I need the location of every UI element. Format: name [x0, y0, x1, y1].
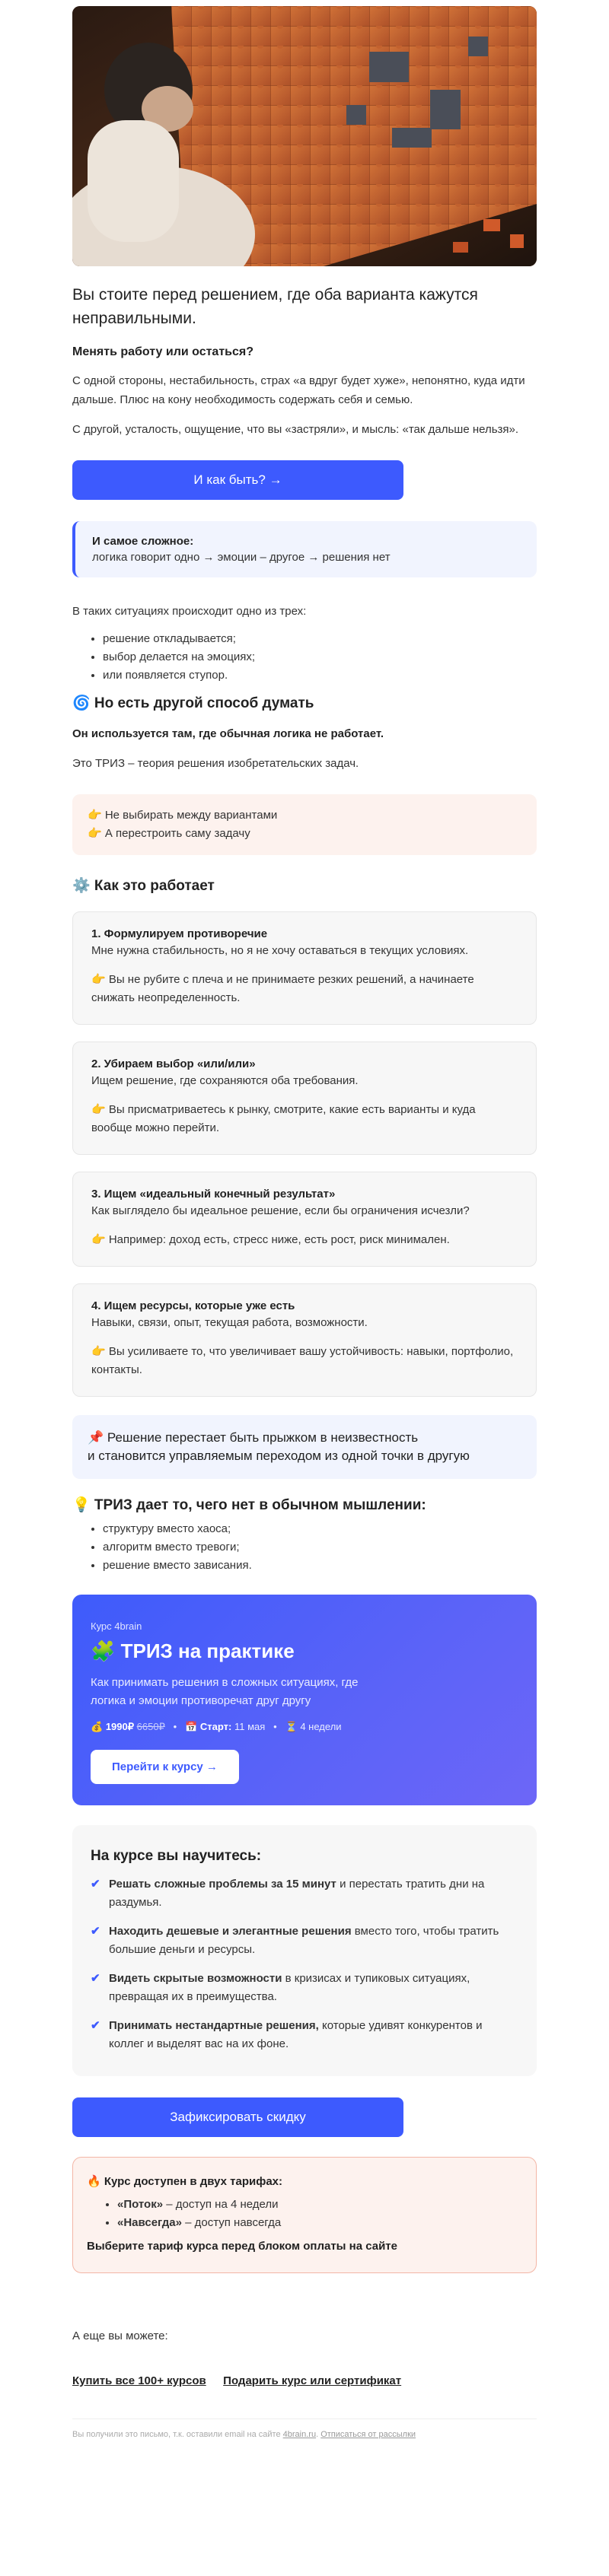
learn-item-bold: Видеть скрытые возможности	[109, 1972, 282, 1985]
learn-item	[91, 1875, 518, 1912]
step-title: 2. Убираем выбор «или/или»	[91, 1057, 256, 1070]
tariff-name: «Поток»	[117, 2198, 164, 2211]
list-item: • решение вместо зависания.	[103, 1557, 537, 1575]
intro-question: Менять работу или остаться?	[72, 345, 254, 358]
step-example: 👉 Например: доход есть, стресс ниже, есть рост, риск минимален.	[91, 1233, 450, 1246]
list-item: • решение откладывается;	[103, 630, 537, 648]
hardest-title: И самое сложное:	[92, 535, 194, 548]
learn-item-bold: Принимать нестандартные решения,	[109, 2019, 319, 2032]
course-price-old: 6650₽	[136, 1721, 165, 1732]
intro-paragraph-2: С другой, усталость, ощущение, что вы «застряли», и мысль: «так дальше нельзя».	[72, 423, 519, 436]
result-line-2: и становится управляемым переходом из одной точки в другую	[88, 1449, 470, 1463]
email-body	[72, 0, 537, 2454]
step-card-1	[72, 911, 537, 1025]
more-links	[72, 2374, 537, 2388]
tariff-name: «Навсегда»	[117, 2216, 182, 2229]
course-duration: 4 недели	[300, 1721, 342, 1732]
list-item: • или появляется ступор.	[103, 666, 537, 685]
result-line-1: 📌 Решение перестает быть прыжком в неизвестность	[88, 1430, 419, 1445]
puzzle-illustration	[72, 6, 537, 266]
situations-list	[72, 630, 537, 685]
learn-item-text: в кризисах и тупиковых ситуациях, превращая их в преимущества.	[109, 1972, 470, 2003]
hourglass-icon: ⏳	[285, 1721, 298, 1732]
learn-item	[91, 2017, 518, 2053]
learn-item-text: вместо того, чтобы тратить большие деньги и ресурсы.	[109, 1925, 499, 1956]
learn-item	[91, 1922, 518, 1959]
gift-course-link[interactable]: Подарить курс или сертификат	[223, 2374, 402, 2387]
footer	[72, 2419, 537, 2439]
tariff-callout	[72, 2157, 537, 2273]
step-card-3	[72, 1172, 537, 1267]
not-choose-line-2: 👉 А перестроить саму задачу	[88, 827, 250, 840]
step-text: Как выглядело бы идеальное решение, если бы ограничения исчезли?	[91, 1204, 470, 1217]
course-description: Как принимать решения в сложных ситуациях, где логика и эмоции противоречат друг другу	[91, 1676, 359, 1707]
list-item	[117, 2196, 522, 2214]
step-text: Навыки, связи, опыт, текущая работа, возможности.	[91, 1316, 368, 1329]
step-text: Мне нужна стабильность, но я не хочу оставаться в текущих условиях.	[91, 944, 469, 957]
tariff-list	[87, 2196, 522, 2232]
course-meta: 💰 1990₽ 6650₽ • 📅 Старт: 11 мая • ⏳ 4 недели	[91, 1721, 342, 1732]
result-callout	[72, 1415, 537, 1479]
tariff-footer: Выберите тариф курса перед блоком оплаты на сайте	[87, 2240, 397, 2253]
not-choose-line-1: 👉 Не выбирать между вариантами	[88, 809, 278, 822]
hardest-callout	[72, 521, 537, 577]
course-card	[72, 1595, 537, 1805]
course-price-new: 1990₽	[105, 1721, 135, 1732]
learn-item-text: которые удивят конкурентов и коллег и выделят вас на их фоне.	[109, 2019, 483, 2050]
tariff-desc: – доступ навсегда	[181, 2216, 282, 2229]
intro-paragraph-1: С одной стороны, нестабильность, страх «а вдруг будет хуже», непонятно, куда идти дальше. Плюс на кону необходимость содержать себя и семью.	[72, 374, 525, 406]
step-example: 👉 Вы не рубите с плеча и не принимаете резких решений, а начинаете снижать неопределенность.	[91, 973, 474, 1004]
more-text: А еще вы можете:	[72, 2330, 168, 2342]
buy-all-courses-link[interactable]: Купить все 100+ курсов	[72, 2374, 206, 2387]
triz-gives-list	[72, 1520, 537, 1575]
go-to-course-button[interactable]: Перейти к курсу →	[91, 1750, 239, 1784]
step-example: 👉 Вы присматриваетесь к рынку, смотрите, какие есть варианты и куда вообще можно перейти.	[91, 1103, 476, 1134]
learn-item-bold: Находить дешевые и элегантные решения	[109, 1925, 352, 1938]
step-title: 4. Ищем ресурсы, которые уже есть	[91, 1299, 295, 1312]
what-to-do-button[interactable]: И как быть? →	[72, 460, 403, 500]
check-icon: ✔	[91, 1878, 100, 1891]
list-item: • алгоритм вместо тревоги;	[103, 1538, 537, 1557]
course-start-date: 11 мая	[234, 1721, 266, 1732]
step-text: Ищем решение, где сохраняются оба требования.	[91, 1074, 359, 1087]
step-title: 1. Формулируем противоречие	[91, 927, 268, 940]
tariff-heading: 🔥 Курс доступен в двух тарифах:	[87, 2175, 283, 2188]
step-card-2	[72, 1042, 537, 1155]
hero-image	[72, 6, 537, 266]
step-example: 👉 Вы усиливаете то, что увеличивает вашу устойчивость: навыки, портфолио, контакты.	[91, 1345, 514, 1376]
lock-discount-button[interactable]: Зафиксировать скидку	[72, 2097, 403, 2137]
other-way-text: Это ТРИЗ – теория решения изобретательских задач.	[72, 757, 359, 770]
course-start-label: Старт:	[199, 1721, 232, 1732]
how-heading: ⚙️ Как это работает	[72, 878, 215, 894]
list-item: • структуру вместо хаоса;	[103, 1520, 537, 1538]
list-item	[117, 2214, 522, 2232]
learn-item-bold: Решать сложные проблемы за 15 минут	[109, 1878, 336, 1891]
intro-lead: Вы стоите перед решением, где оба варианта кажутся неправильными.	[72, 286, 478, 327]
hardest-text: логика говорит одно → эмоции – другое → решения нет	[92, 551, 391, 564]
course-title: 🧩 ТРИЗ на практике	[91, 1639, 295, 1662]
course-tag: Курс 4brain	[91, 1620, 142, 1632]
triz-gives-heading: 💡 ТРИЗ дает то, чего нет в обычном мышлении:	[72, 1497, 426, 1513]
list-item: • выбор делается на эмоциях;	[103, 648, 537, 666]
footer-separator: .	[316, 2430, 321, 2439]
check-icon: ✔	[91, 1925, 100, 1938]
not-choose-callout	[72, 794, 537, 855]
learn-card	[72, 1825, 537, 2076]
check-icon: ✔	[91, 1972, 100, 1985]
step-title: 3. Ищем «идеальный конечный результат»	[91, 1188, 336, 1201]
check-icon: ✔	[91, 2019, 100, 2032]
price-icon: 💰	[91, 1721, 104, 1732]
learn-heading: На курсе вы научитесь:	[91, 1848, 262, 1864]
other-way-heading: 🌀 Но есть другой способ думать	[72, 695, 314, 711]
site-link[interactable]: 4brain.ru	[282, 2430, 317, 2439]
footer-text: Вы получили это письмо, т.к. оставили email на сайте	[72, 2430, 283, 2439]
step-card-4	[72, 1283, 537, 1397]
other-way-bold: Он используется там, где обычная логика не работает.	[72, 727, 384, 740]
learn-item-text: и перестать тратить дни на раздумья.	[109, 1878, 485, 1909]
calendar-icon: 📅	[185, 1721, 198, 1732]
unsubscribe-link[interactable]: Отписаться от рассылки	[320, 2430, 416, 2439]
learn-item	[91, 1970, 518, 2006]
situations-intro: В таких ситуациях происходит одно из трех:	[72, 605, 307, 618]
tariff-desc: – доступ на 4 недели	[163, 2198, 279, 2211]
